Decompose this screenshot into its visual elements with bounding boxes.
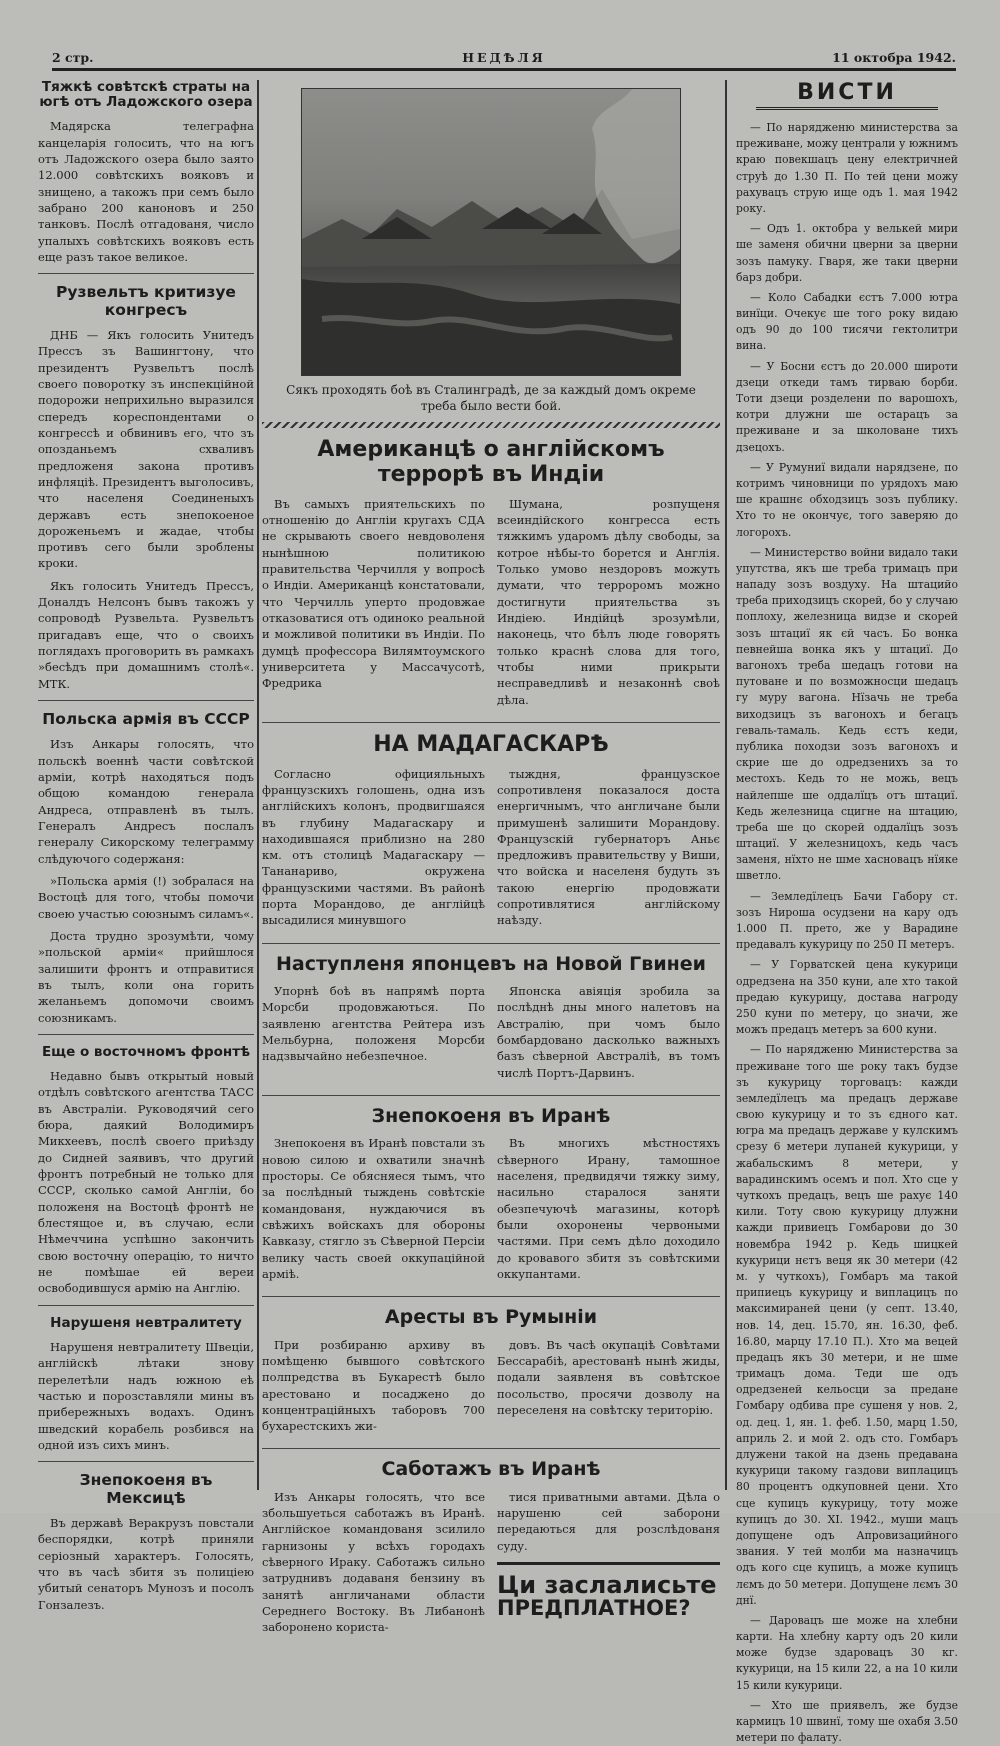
column-divider <box>257 80 259 1490</box>
news-section-title: ВИСТИ <box>756 80 938 110</box>
article-paragraph: Недавно бывъ открытый новый отдѣлъ совѣтского агентства ТАСС въ Австраліи. Руководячий сего бюра, даякий Володимиръ Микхеевъ, послѣ своего приѣзду до Сидней заявивъ, что другий фронтъ потребный не только для СССР, сколько самой Англіи, бо положеня на Востоцѣ фронтѣ не блестящое и, въ случаю, если Нѣмеччина успѣшно закончить свою восточну операцію, то ничто не помѣшае ей вереи освободившуся армію на Англію. <box>38 1069 254 1296</box>
article-paragraph: ДНБ — Якъ голосить Унитедъ Прессъ зъ Вашингтону, что президентъ Рузвельтъ послѣ своего поворотку зъ инспекційной подорожи неприхильно выразился спередъ кореспондентами о конгрессѣ и обвинивъ его, что зъ опозданьемъ схваливъ предложеня закона противъ инфляціѣ. Президентъ выголосивъ, что населеня Соединеныхъ державъ есть знепокоеное дороженьемъ и жадае, чтобы противъ сего были зроблены кроки. <box>38 327 254 571</box>
article-headline: Наступленя японцевъ на Новой Гвинеи <box>276 952 706 975</box>
article-headline: Польска армія въ СССР <box>42 710 250 729</box>
newspaper-title: НЕДѢЛЯ <box>462 50 546 65</box>
ornament-divider <box>262 422 720 428</box>
article-paragraph: Нарушеня невтралитету Швеціи, англійскѣ лѣтаки знову перелетѣли надъ южною еѣ частью и порозставляли мины въ прибережныхъ водахъ. Одинъ шведский корабель розбився на одной изъ сихъ минъ. <box>38 1339 254 1452</box>
burning-houses-icon <box>302 89 680 375</box>
article <box>38 284 254 692</box>
article-headline: Аресты въ Румыніи <box>384 1306 598 1329</box>
page-number: 2 стр. <box>52 50 94 65</box>
article-paragraph: Въ многихъ мѣстностяхъ сѣверного Ирану, тамошное населеня, предвидячи тяжку зиму, насильно старалося заняти обезпечуючѣ магазины, которѣ были охоронены червоными частями. При семъ дѣло доходило до кровавого збитя зъ совѣтскими оккупантами. <box>497 1136 720 1281</box>
divider <box>38 273 254 274</box>
middle-column <box>262 80 720 1635</box>
divider <box>262 1095 720 1096</box>
promo-line-2: ПРЕДПЛАТНОЕ? <box>497 1596 691 1621</box>
article-paragraph: Японска авіяція зробила за послѣднѣ дны много налетовъ на Австралію, при чомъ было бомбардовано дасколько важныхъ базъ сѣверной Австраліѣ, въ томъ числѣ Портъ-Дарвинъ. <box>497 984 720 1080</box>
news-item: — По нарядженю министерства за преживане, можу централи у южнимъ краю повекшацъ цену електричней струѣ до 1.30 П. По тей цени можу рахувацъ струю ище одъ 1. мая 1942 року. <box>736 121 958 215</box>
article-headline: Знепокоеня въ Иранѣ <box>371 1105 611 1128</box>
article-headline: Рузвельтъ критизуе конгресъ <box>56 283 236 319</box>
article <box>262 1307 720 1440</box>
news-item: — Министерство войни видало таки упутства, якъ ше треба тримацъ при нападу зозъ воздуху. На штацийо треба приходзицъ скорей, бо у случаю поплоху, железница видзе и скорей зозъ штациї як єй часъ. Бо вонка певнейша вонка якъ у штациї. До вагонохъ треба шедацъ готови на путоване и по возможносци шедацъ гу муру вагона. Нїзачь не треба виходзицъ зъ вагонохъ и бегацъ геваль-тамаль. Кедь єстъ кеди, публика походзи зозъ вагонохъ и скрие ше до одредзенихъ за то местохъ. Кедь то не можь, вецъ найлепше ше оддалїцъ отъ штациї. Кедь железница сцигне на штацию, треба ше цо скорей оддалїцъ зозъ штациї. У железницохъ, кедь часъ заменя, нїхто не шме хасновацъ нїяке шветло. <box>736 545 958 883</box>
article-paragraph: тися приватными автами. Дѣла о нарушеню сей заборони передаються для розслѣдованя суду. <box>497 1489 720 1553</box>
article-paragraph: Мадярска телеграфна канцеларія голосить, что на югъ отъ Ладожского озера было заято 12.000 совѣтскихъ вояковъ и знищено, а такожъ при семъ было забрано 200 каноновъ и 250 танковъ. Послѣ отгадованя, число упалыхъ совѣтскихъ вояковъ есть еще разъ такое великое. <box>38 119 254 264</box>
divider <box>262 1296 720 1297</box>
article <box>262 733 720 935</box>
news-item: — Земледїлецъ Бачи Габору ст. зозъ Нироша осудзени на кару одъ 1.000 П. прето, же у Варадине предавалъ кукурицу по 250 П метеръ. <box>736 889 958 952</box>
article-paragraph: Изъ Анкары голосять, что все збольшуеться саботажъ въ Иранѣ. Англійское командованя зсилило гарнизоны у всѣхъ городахъ сѣверного Ираку. Саботажъ сильно затруднивъ додаваня бензину въ занятѣ англичанами области Середнего Востоку. Въ Либанонѣ заборонено користа- <box>262 1489 485 1635</box>
divider <box>38 1034 254 1035</box>
article <box>38 711 254 1026</box>
news-item: — Одъ 1. октобра у велькей мири ше заменя обични цверни за цверни зозъ памуку. Гваря, же таки цверни барз добри. <box>736 222 958 284</box>
article <box>38 1316 254 1453</box>
divider <box>38 700 254 701</box>
right-column <box>736 80 958 1745</box>
article-headline: Тяжкѣ совѣтскѣ страты на югѣ отъ Ладожского озера <box>39 79 253 111</box>
subscription-promo <box>497 1562 720 1643</box>
column-divider <box>725 80 727 1490</box>
divider <box>38 1305 254 1306</box>
article-paragraph: Согласно официяльныхъ французскихъ голошень, одна изъ англійскихъ колонъ, продвигшаяся въ глубину Мадагаскару и находившаяся приблизно на 280 км. отъ столицѣ Мадагаскару — Тананариво, окружена французскими частями. Въ районѣ порта Морандово, де англійцѣ высадилися минувшого <box>262 766 485 928</box>
article-paragraph: Якъ голосить Унитедъ Прессъ, Доналдъ Нелсонъ бывъ такожъ у сопроводѣ Рузвельта. Рузвельтъ пригадавъ еще, что о своихъ поглядахъ проговорить въ рамкахъ »бесѣдъ при домашнимъ столѣ«. МТК. <box>38 578 254 691</box>
article-headline: Американцѣ о англійскомъ террорѣ въ Индіи <box>317 437 665 487</box>
article-paragraph: Изъ Анкары голосять, что польскѣ военнѣ части совѣтской арміи, котрѣ находяться подъ общою командою генерала Андреса, отправленѣ въ тылъ. Генералъ Андресъ послалъ генералу Сикорскому телеграмму слѣдуючого содержаня: <box>38 737 254 866</box>
promo-line-1: Ци заслалисьте <box>497 1571 717 1600</box>
left-column <box>38 79 254 1612</box>
news-item: — По нарядженю Министерства за преживане того ше року такъ будзе зъ кукурицу торговацъ: кажди земледїлецъ ма предацъ державе свою кукурицу и то зъ єдного кат. югра ма предацъ державе у кулскимъ срезу 6 метери лупаней кукурици, у жабальскимъ 8 метери, у варадинскимъ осемъ и пол. Хто сце у чуткохъ предацъ, вецъ ше рахує 140 кили. Тоту свою кукурицу длужни кажди привиецъ Гомбарови до 30 новембра 1942 р. Кедь шицкей кукурици нєтъ веця як 30 метери (42 м. у чуткохъ), Гомбаръ ма такой припиецъ кукурицу и виплацицъ по максимираней цени (у септ. 13.40, нов. 14, дец. 15.70, ян. 16.30, феб. 16.80, марцу 17.10 П.). Хто ма вецей предацъ якъ 30 метери, и не шме тримацъ дома. Теди ше одъ одредзеней кельосци за предане Гомбару одбива пре сушеня у нов. 2, од. дец. 1, ян. 1. феб. 1.50, марц 1.50, априль 2. и мой 2. одъ сто. Гомбаръ длужени такой на дзень предавана кукурици такому газдови виплацицъ 80 процентъ одкуповней цени. Хто сце купицъ кукурицу, тоту може купицъ до 30. XI. 1942., муши мацъ допущене одъ Апровизацийного звания. У тей мoлби ма назначицъ одъ кого сце купицъ, а може купицъ лємъ до 50 метери. Допущене лємъ 30 днї. <box>736 1043 958 1607</box>
article-headline: Знепокоеня въ Мексицѣ <box>79 1471 213 1507</box>
article <box>262 1459 720 1643</box>
battle-photo <box>301 88 681 376</box>
news-item: — У Горватскей цена кукурици одредзена на 350 куни, але хто такой предаю кукурицу, достава нагроду 250 куни по метеру, цо значи, же можъ предацъ метеръ за 600 куни. <box>736 958 958 1037</box>
article-headline: Еще о восточномъ фронтѣ <box>41 1044 251 1061</box>
article <box>262 1106 720 1288</box>
article-paragraph: При розбираню архиву въ помѣщеню бывшого совѣтского полпредства въ Букарестѣ было арестовано и посаджено до концентраційныхъ таборовъ 700 бухарестскихъ жи- <box>262 1337 485 1434</box>
news-item: — Даровацъ ше може на хлебни карти. На хлебну карту одъ 20 кили може будзе здаровацъ 30 кг. кукурици, на 15 кили 22, а на 10 кили 15 кили кукурици. <box>736 1613 958 1692</box>
news-item: — Коло Сабадки єстъ 7.000 ютра винїци. Очекує ше того року видаю одъ 90 до 100 тисячи гектолитри вина. <box>736 290 958 353</box>
article-paragraph: Знепокоеня въ Иранѣ повстали зъ новою силою и охватили значнѣ просторы. Се обясняеся тымъ, что за послѣдный тыждень совѣтскіе командованя, нуждаючися въ свѣжихъ войскахъ для обороны Кавказу, стягло зъ Сѣверной Персіи велику часть своей оккупаційной арміѣ. <box>262 1136 485 1281</box>
news-item: — У Румуниї видали нарядзене, по котримъ чиновници по урядохъ маю ше крашнє обходзицъ зозъ публику. Хто то не окончує, того заверяю до логорохъ. <box>736 460 958 539</box>
article-headline: Нарушеня невтралитету <box>50 1314 242 1331</box>
divider <box>262 722 720 723</box>
article <box>262 438 720 714</box>
article-paragraph: Упорнѣ боѣ въ напрямѣ порта Морсби продовжаються. По заявленю агентства Рейтера изъ Мельбурна, положеня Морсби надзвычайно небезпечное. <box>262 984 485 1064</box>
divider <box>262 1448 720 1449</box>
news-item: — Хто ше приявелъ, же будзе кармицъ 10 швинї, тому ше охабя 3.50 метери по фалату. <box>736 1698 958 1745</box>
masthead <box>52 46 956 71</box>
article <box>38 1045 254 1297</box>
article <box>262 954 720 1087</box>
article <box>38 80 254 265</box>
article-headline: НА МАДАГАСКАРѢ <box>373 731 609 757</box>
article-paragraph: Доста трудно зрозумѣти, чому »польской арміи« прийшлося залишити фронтъ и отправитися въ тылъ, коли она горить желаньемъ допомочи своимъ союзникамъ. <box>38 929 254 1025</box>
issue-date: 11 октобра 1942. <box>832 50 956 65</box>
divider <box>262 943 720 944</box>
article-paragraph: довъ. Въ часѣ окупаціѣ Совѣтами Бессарабіѣ, арестованѣ нынѣ жиды, подали заявленя въ совѣтское посольство, просячи дозволу на переселеня на совѣтску територію. <box>497 1337 720 1417</box>
article-paragraph: тыждня, французское сопротивленя показалося доста енергичнымъ, что англичане были примушенѣ залишити Морандову. Французскій губернаторъ Аньє предложивъ правительству у Виши, что войска и населеня будуть зъ такою енергію продовжати сопротивлятися англійскому наѣзду. <box>497 766 720 928</box>
photo-caption: Сякъ проходять боѣ въ Сталинградѣ, де за каждый домъ окреме треба было вести бой. <box>286 383 696 414</box>
article-headline: Саботажъ въ Иранѣ <box>381 1458 601 1481</box>
article-paragraph: Шумана, розпущеня всеиндійского конгресса есть тяжкимъ ударомъ дѣлу свободы, за котрое нѣбы-то борется и Англія. Только умово нездоровъ можуть думати, что терроромъ можно достигнути приятельства зъ Индіею. Индійцѣ зрозумѣли, наконець, что бѣлъ люде говорять только краснѣ слова для того, чтобы ними прикрыти несправедливѣ и незаконнѣ своѣ дѣла. <box>497 496 720 707</box>
article-paragraph: Въ самыхъ приятельскихъ по отношенію до Англіи кругахъ СДА не скрывають своего невдоволеня нынѣшною политикою правительства Черчилля у вопросѣ о Индіи. Американцѣ констатовали, что Черчилль уперто продовжае отказоватися отъ одиноко реальной и можливой политики въ Индіи. По думцѣ професcора Вилямтоумского университета у Массачусотѣ, Фредрика <box>262 496 485 691</box>
article <box>38 1472 254 1613</box>
divider <box>38 1461 254 1462</box>
article-paragraph: Въ державѣ Веракрузъ повстали беспорядки, котрѣ приняли серіозный характеръ. Голосять, что въ часѣ збитя зъ полиціею убитый сенаторъ Мунозъ и посолъ Гонзалезъ. <box>38 1515 254 1612</box>
news-item: — У Босни єстъ до 20.000 широти дзеци откеди тамъ тирваю борби. Тоти дзеци розделени по варошохъ, котри длужни ше остарацъ за преживане и за школоване тихъ дзецохъ. <box>736 359 958 454</box>
article-paragraph: »Польска армія (!) зобралася на Востоцѣ для того, чтобы помочи своею участью союзнымъ силамъ«. <box>38 874 254 921</box>
